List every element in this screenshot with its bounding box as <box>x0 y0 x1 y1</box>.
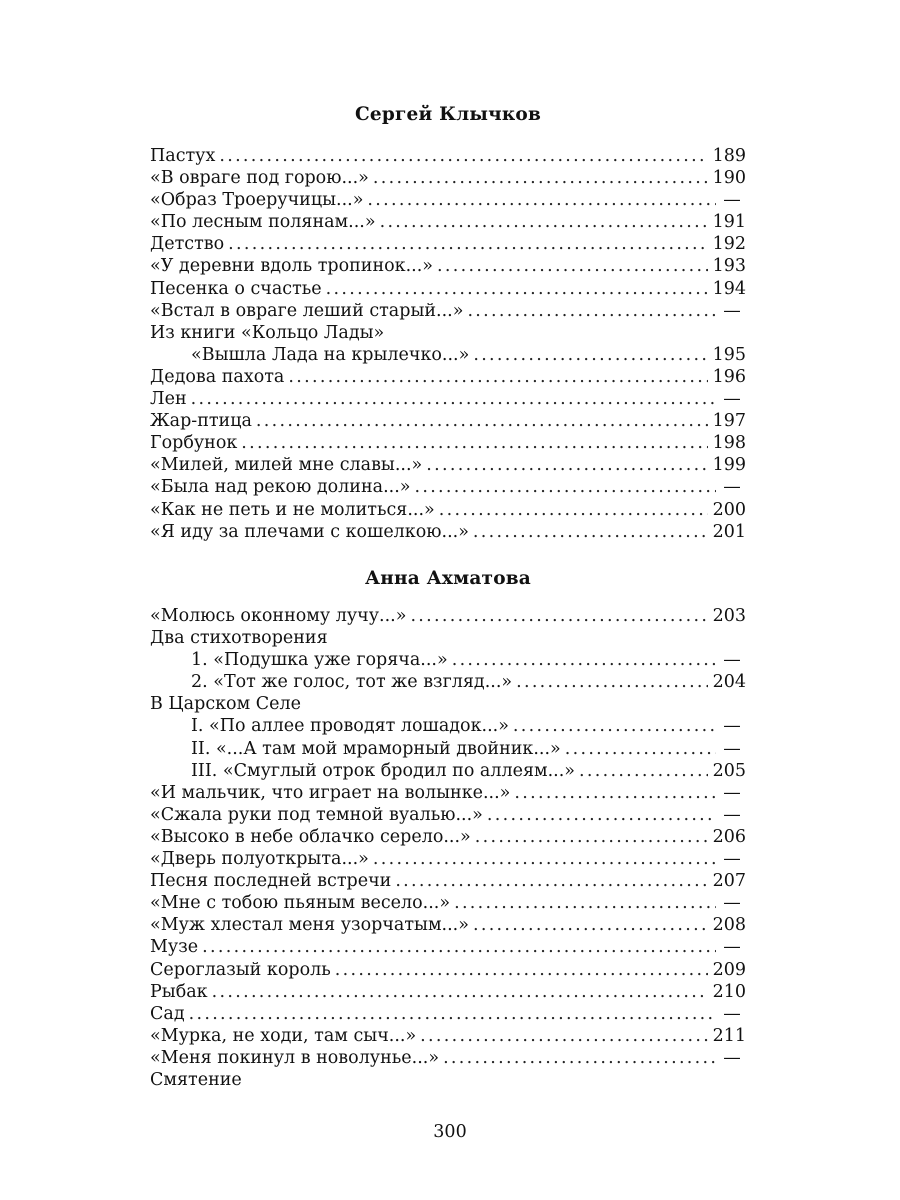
dot-leader <box>452 649 716 671</box>
toc-entry-page: 206 <box>712 826 746 847</box>
toc-entry <box>150 981 746 1003</box>
toc-entry-title: «Вышла Лада на крылечко...» <box>191 344 470 365</box>
toc-entry-page: — <box>723 738 741 759</box>
dot-leader <box>475 826 708 848</box>
toc-entry-title: В Царском Селе <box>150 694 301 715</box>
toc-entry <box>150 848 746 870</box>
toc-entry <box>150 1047 746 1069</box>
toc-entry-title: «Я иду за плечами с кошелкою...» <box>150 521 469 542</box>
dot-leader <box>367 189 716 211</box>
toc-entry-title: «Молюсь оконному лучу...» <box>150 606 407 626</box>
dot-leader <box>219 145 708 167</box>
dot-leader <box>514 782 716 804</box>
toc-entry <box>150 366 746 388</box>
toc-entry <box>150 278 746 300</box>
toc-entry-title: Сад <box>150 1003 185 1024</box>
toc-entry-title: «Мурка, не ходи, там сыч...» <box>150 1025 417 1046</box>
toc-entry <box>150 476 746 498</box>
toc-entry-page: — <box>723 849 741 870</box>
toc-entry-page: 204 <box>712 672 746 693</box>
toc-entry-title: Сероглазый король <box>150 959 331 980</box>
dot-leader <box>189 1003 716 1025</box>
toc-entry <box>150 914 746 936</box>
toc-entry-title: Жар-птица <box>150 411 252 432</box>
toc-entry-page: 208 <box>712 915 746 936</box>
toc-entry-page: 209 <box>712 959 746 980</box>
toc-entry-page: 190 <box>712 168 746 189</box>
toc-entry-title: Смятение <box>150 1069 242 1090</box>
dot-leader <box>513 715 716 737</box>
toc-entry-title: «По лесным полянам...» <box>150 212 376 233</box>
toc-entry-title: «Меня покинул в новолунье...» <box>150 1047 440 1068</box>
toc-entry-title: Из книги «Кольцо Лады» <box>150 322 385 343</box>
dot-leader <box>579 760 708 782</box>
toc-entry-title: «Высоко в небе облачко серело...» <box>150 826 471 847</box>
toc-entry-title: «И мальчик, что играет на волынке...» <box>150 782 511 803</box>
toc-entry-page: — <box>723 782 741 803</box>
toc-entry <box>150 671 746 693</box>
toc-entry-page: 197 <box>712 411 746 432</box>
dot-leader <box>467 300 716 322</box>
toc-entry-page: 196 <box>712 366 746 387</box>
toc-entry-title: Песенка о счастье <box>150 278 322 299</box>
toc-entry-title: Лен <box>150 389 187 410</box>
toc-entry <box>150 627 746 649</box>
toc-entry-title: Горбунок <box>150 433 238 454</box>
dot-leader <box>565 738 716 760</box>
toc-entry <box>150 1003 746 1025</box>
toc-entry <box>150 826 746 848</box>
dot-leader <box>373 848 716 870</box>
dot-leader <box>228 233 708 255</box>
toc-entry <box>150 959 746 981</box>
toc-entry-page: 189 <box>712 146 746 166</box>
toc-entry-page: — <box>723 1047 741 1068</box>
toc-entry <box>150 410 746 432</box>
toc-entry-page: 191 <box>712 212 746 233</box>
toc-entry-title: III. «Смуглый отрок бродил по аллеям...» <box>191 760 575 781</box>
toc-entry-title: «Мне с тобою пьяным весело...» <box>150 893 451 914</box>
toc-entry <box>150 300 746 322</box>
dot-leader <box>414 476 716 498</box>
toc-entry-page: 200 <box>712 499 746 520</box>
toc-entry-page: 195 <box>712 344 746 365</box>
toc-entry <box>150 715 746 737</box>
dot-leader <box>202 936 716 958</box>
toc-entry-page: 194 <box>712 278 746 299</box>
toc-entry <box>150 255 746 277</box>
toc-entry-page: 201 <box>712 521 746 542</box>
toc-entry-page: 199 <box>712 455 746 476</box>
toc-entry-page: 207 <box>712 871 746 892</box>
toc-entry <box>150 233 746 255</box>
toc-entry <box>150 936 746 958</box>
toc-entry-title: Рыбак <box>150 981 208 1002</box>
toc-entry <box>150 870 746 892</box>
toc-entry-page: — <box>723 477 741 498</box>
toc-entry-title: Песня последней встречи <box>150 871 392 892</box>
toc-entry-page: — <box>723 190 741 211</box>
toc-entry-page: — <box>723 716 741 737</box>
toc-entry <box>150 521 746 543</box>
toc-list-klychkov <box>150 145 746 543</box>
dot-leader <box>437 255 708 277</box>
dot-leader <box>443 1047 716 1069</box>
toc-entry-page: — <box>723 1003 741 1024</box>
toc-entry-title: 2. «Тот же голос, тот же взгляд...» <box>191 672 513 693</box>
toc-entry-page: — <box>723 389 741 410</box>
dot-leader <box>516 671 708 693</box>
dot-leader <box>373 167 708 189</box>
dot-leader <box>256 410 708 432</box>
dot-leader <box>487 804 716 826</box>
dot-leader <box>395 870 708 892</box>
toc-entry-title: Два стихотворения <box>150 628 328 649</box>
toc-entry-title: Музе <box>150 937 199 958</box>
toc-entry <box>150 649 746 671</box>
toc-entry-title: Пастух <box>150 146 216 166</box>
toc-entry-page: 193 <box>712 256 746 277</box>
toc-entry-page: — <box>723 300 741 321</box>
toc-entry-page: — <box>723 893 741 914</box>
toc-entry <box>150 782 746 804</box>
toc-entry-title: «Образ Троеручицы...» <box>150 190 364 211</box>
dot-leader <box>191 388 716 410</box>
toc-entry-page: 210 <box>712 981 746 1002</box>
toc-entry-title: Детство <box>150 234 225 255</box>
dot-leader <box>241 432 708 454</box>
toc-entry <box>150 388 746 410</box>
dot-leader <box>426 454 708 476</box>
toc-entry-page: — <box>723 937 741 958</box>
dot-leader <box>439 499 708 521</box>
section-title-klychkov: Сергей Клычков <box>354 104 541 125</box>
toc-list-akhmatova <box>150 605 746 1091</box>
section-title-akhmatova: Анна Ахматова <box>365 568 531 589</box>
toc-entry-title: «У деревни вдоль тропинок...» <box>150 256 433 277</box>
toc-entry <box>150 1025 746 1047</box>
toc-entry-title: I. «По аллее проводят лошадок...» <box>191 716 509 737</box>
toc-entry-title: «Как не петь и не молиться...» <box>150 499 435 520</box>
dot-leader <box>335 959 708 981</box>
toc-entry <box>150 189 746 211</box>
toc-entry <box>150 211 746 233</box>
dot-leader <box>473 914 708 936</box>
toc-entry <box>150 145 746 167</box>
toc-entry-title: «Встал в овраге леший старый...» <box>150 300 464 321</box>
toc-entry-page: 203 <box>712 606 746 626</box>
toc-entry-title: II. «...А там мой мраморный двойник...» <box>191 738 561 759</box>
dot-leader <box>326 278 708 300</box>
toc-entry <box>150 499 746 521</box>
toc-entry-title: 1. «Подушка уже горяча...» <box>191 650 448 671</box>
dot-leader <box>288 366 708 388</box>
toc-entry <box>150 167 746 189</box>
dot-leader <box>473 521 708 543</box>
toc-entry <box>150 1069 746 1091</box>
dot-leader <box>212 981 708 1003</box>
dot-leader <box>473 344 708 366</box>
toc-entry <box>150 454 746 476</box>
toc-entry <box>150 432 746 454</box>
toc-entry-page: 211 <box>712 1025 746 1046</box>
toc-entry-page: — <box>723 804 741 825</box>
toc-entry-title: «В овраге под горою...» <box>150 168 369 189</box>
dot-leader <box>454 892 716 914</box>
toc-entry-title: «Сжала руки под темной вуалью...» <box>150 804 483 825</box>
dot-leader <box>380 211 708 233</box>
toc-entry-page: 192 <box>712 234 746 255</box>
toc-entry-title: «Была над рекою долина...» <box>150 477 411 498</box>
toc-entry-title: «Муж хлестал меня узорчатым...» <box>150 915 469 936</box>
toc-entry <box>150 605 746 627</box>
toc-entry-title: «Дверь полуоткрыта...» <box>150 849 369 870</box>
toc-entry-title: Дедова пахота <box>150 366 285 387</box>
toc-entry-title: «Милей, милей мне славы...» <box>150 455 423 476</box>
toc-entry <box>150 760 746 782</box>
toc-entry <box>150 344 746 366</box>
page-number: 300 <box>433 1122 467 1142</box>
dot-leader <box>420 1025 708 1047</box>
toc-entry-page: 205 <box>712 760 746 781</box>
toc-entry-page: 198 <box>712 433 746 454</box>
toc-entry-page: — <box>723 650 741 671</box>
toc-entry <box>150 738 746 760</box>
dot-leader <box>410 605 708 627</box>
toc-entry <box>150 804 746 826</box>
toc-entry <box>150 693 746 715</box>
toc-entry <box>150 892 746 914</box>
toc-entry <box>150 322 746 344</box>
